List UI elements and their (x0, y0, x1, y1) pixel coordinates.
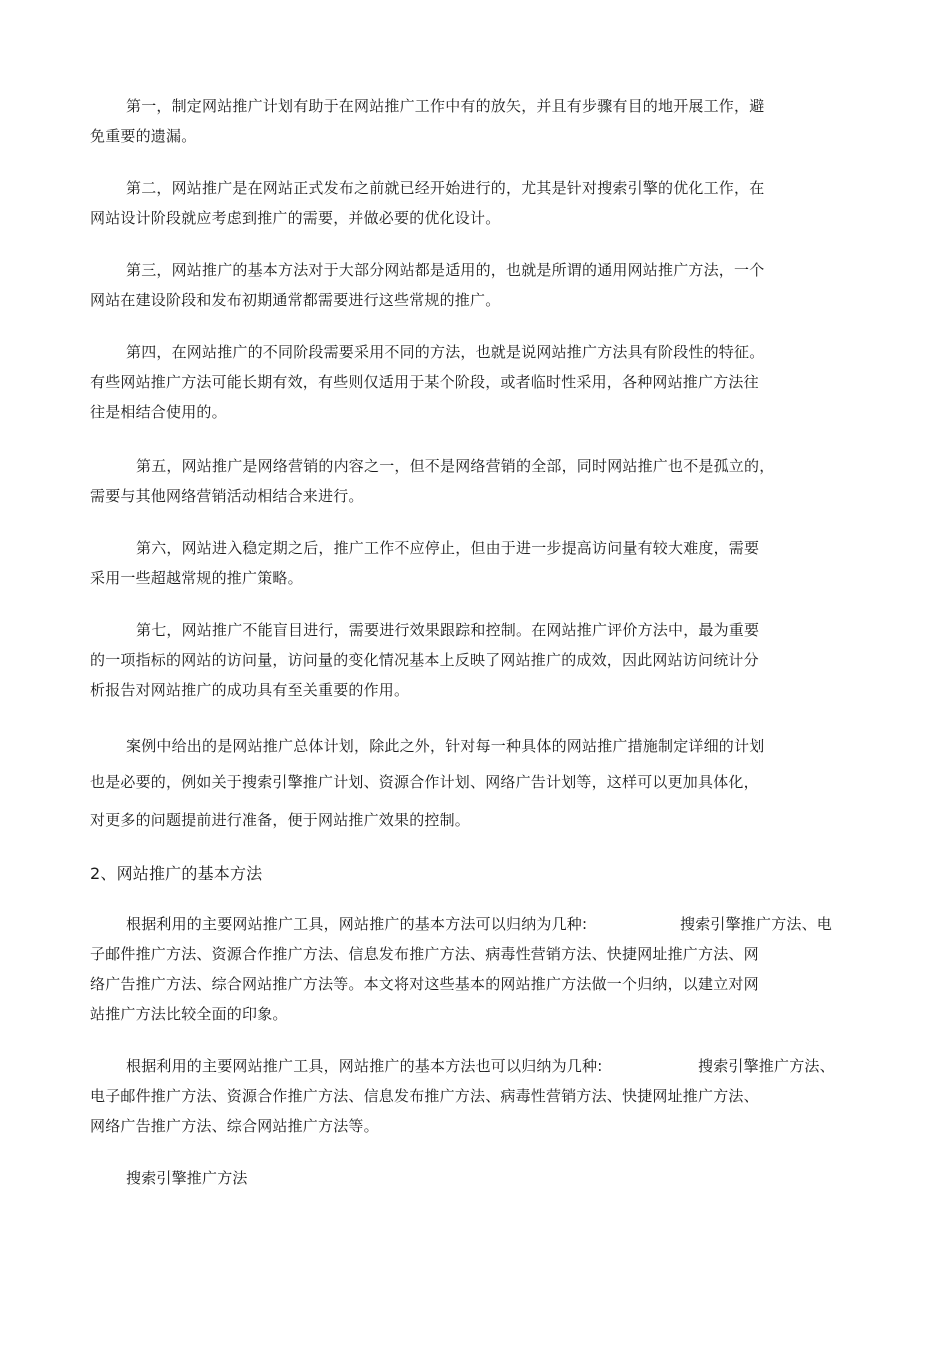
subheading-search-engine: 搜索引擎推广方法 (126, 1169, 248, 1187)
method-paragraph-1-line-4: 站推广方法比较全面的印象。 (90, 1005, 288, 1023)
method-paragraph-1-line-3: 络广告推广方法、综合网站推广方法等。本文将对这些基本的网站推广方法做一个归纳，以建立对网 (90, 975, 759, 993)
paragraph-7-line-2: 的一项指标的网站的访问量，访问量的变化情况基本上反映了网站推广的成效，因此网站访问统计分 (90, 651, 759, 669)
method-paragraph-1-line-1b: 搜索引擎推广方法、电 (680, 915, 833, 933)
paragraph-8-line-1: 案例中给出的是网站推广总体计划，除此之外，针对每一种具体的网站推广措施制定详细的计划 (126, 737, 765, 755)
method-paragraph-2-line-3: 网络广告推广方法、综合网站推广方法等。 (90, 1117, 379, 1135)
paragraph-3-line-1: 第三，网站推广的基本方法对于大部分网站都是适用的，也就是所谓的通用网站推广方法，一个 (126, 261, 765, 279)
paragraph-7-line-1: 第七，网站推广不能盲目进行，需要进行效果跟踪和控制。在网站推广评价方法中，最为重要 (136, 621, 760, 639)
paragraph-1-line-2: 免重要的遗漏。 (90, 127, 197, 145)
paragraph-7-line-3: 析报告对网站推广的成功具有至关重要的作用。 (90, 681, 410, 699)
paragraph-4-line-1: 第四，在网站推广的不同阶段需要采用不同的方法，也就是说网站推广方法具有阶段性的特征。 (126, 343, 765, 361)
paragraph-2-line-2: 网站设计阶段就应考虑到推广的需要，并做必要的优化设计。 (90, 209, 501, 227)
paragraph-3-line-2: 网站在建设阶段和发布初期通常都需要进行这些常规的推广。 (90, 291, 501, 309)
paragraph-6-line-2: 采用一些超越常规的推广策略。 (90, 569, 303, 587)
paragraph-5-line-1: 第五，网站推广是网络营销的内容之一，但不是网络营销的全部，同时网站推广也不是孤立的， (136, 457, 775, 475)
method-paragraph-1-line-2: 子邮件推广方法、资源合作推广方法、信息发布推广方法、病毒性营销方法、快捷网址推广方法、网 (90, 945, 759, 963)
method-paragraph-2-line-2: 电子邮件推广方法、资源合作推广方法、信息发布推广方法、病毒性营销方法、快捷网址推广方法、 (90, 1087, 759, 1105)
paragraph-1-line-1: 第一，制定网站推广计划有助于在网站推广工作中有的放矢，并且有步骤有目的地开展工作，避 (126, 97, 765, 115)
method-paragraph-2-line-1a: 根据利用的主要网站推广工具，网站推广的基本方法也可以归纳为几种: (126, 1057, 603, 1075)
paragraph-8-line-2: 也是必要的，例如关于搜索引擎推广计划、资源合作计划、网络广告计划等，这样可以更加具体化， (90, 773, 759, 791)
section-heading: 2、网站推广的基本方法 (90, 864, 263, 883)
paragraph-8-line-3: 对更多的问题提前进行准备，便于网站推广效果的控制。 (90, 811, 471, 829)
paragraph-4-line-3: 往是相结合使用的。 (90, 403, 227, 421)
paragraph-5-line-2: 需要与其他网络营销活动相结合来进行。 (90, 487, 364, 505)
method-paragraph-1-line-1a: 根据利用的主要网站推广工具，网站推广的基本方法可以归纳为几种: (126, 915, 588, 933)
method-paragraph-2-line-1b: 搜索引擎推广方法、 (698, 1057, 835, 1075)
paragraph-6-line-1: 第六，网站进入稳定期之后，推广工作不应停止，但由于进一步提高访问量有较大难度，需要 (136, 539, 760, 557)
paragraph-2-line-1: 第二，网站推广是在网站正式发布之前就已经开始进行的，尤其是针对搜索引擎的优化工作，在 (126, 179, 765, 197)
paragraph-4-line-2: 有些网站推广方法可能长期有效，有些则仅适用于某个阶段，或者临时性采用，各种网站推广方法往 (90, 373, 759, 391)
